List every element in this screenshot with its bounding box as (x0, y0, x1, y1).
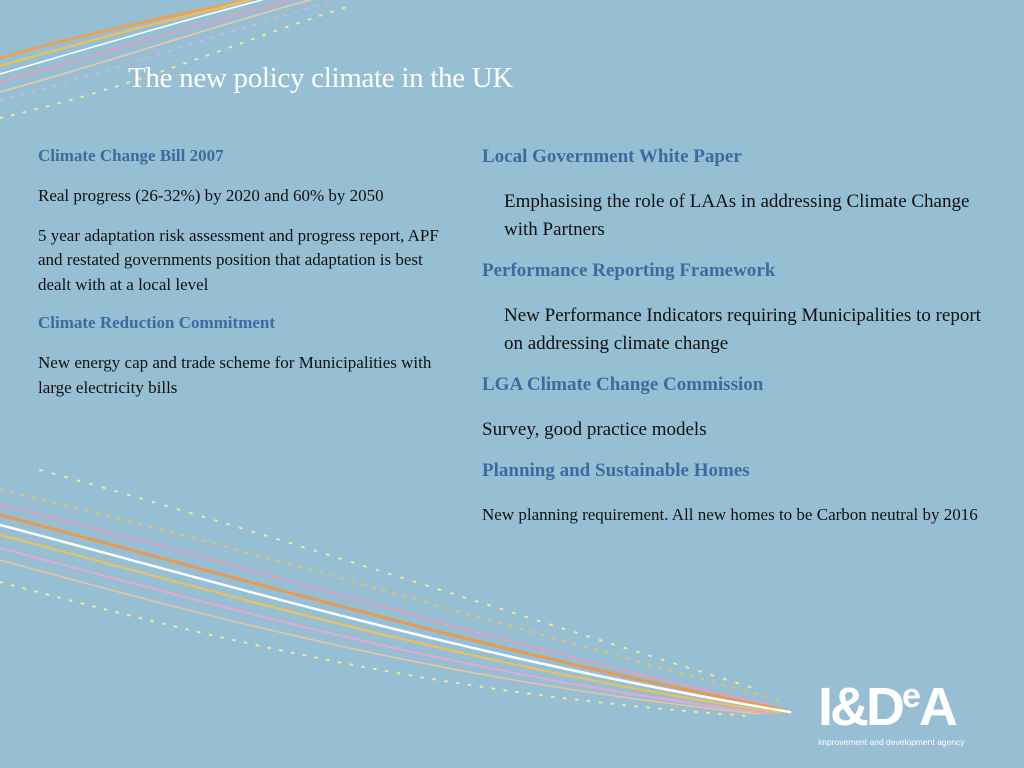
section-paragraph: 5 year adaptation risk assessment and progress report, APF and restated governments position that adaptation is best dealt with at a local level (38, 225, 439, 294)
section-heading-performance-reporting-framework: Performance Reporting Framework (482, 260, 776, 281)
section-paragraph: Real progress (26-32%) by 2020 and 60% by 2050 (38, 186, 384, 205)
logo-mark-main: I&D (818, 677, 902, 737)
section-heading-planning-sustainable-homes: Planning and Sustainable Homes (482, 460, 750, 481)
logo-tagline: improvement and development agency (818, 737, 965, 747)
section-heading-climate-change-bill: Climate Change Bill 2007 (38, 146, 224, 165)
section-heading-climate-reduction-commitment: Climate Reduction Commitment (38, 313, 276, 332)
section-heading-lga-climate-change-commission: LGA Climate Change Commission (482, 374, 764, 395)
section-paragraph: New planning requirement. All new homes to be Carbon neutral by 2016 (482, 505, 978, 524)
top-swoosh-lines (0, 0, 350, 118)
left-column (38, 145, 458, 415)
slide-title: The new policy climate in the UK (128, 62, 514, 94)
section-heading-local-government-white-paper: Local Government White Paper (482, 146, 742, 167)
section-paragraph: Emphasising the role of LAAs in addressing Climate Change with Partners (504, 191, 970, 240)
logo-mark-small: e (902, 677, 919, 715)
section-paragraph: New Performance Indicators requiring Municipalities to report on addressing climate change (504, 305, 981, 354)
idea-logo-icon (818, 668, 998, 747)
section-paragraph: Survey, good practice models (482, 419, 707, 440)
section-paragraph: New energy cap and trade scheme for Municipalities with large electricity bills (38, 353, 432, 397)
logo-mark-end: A (918, 677, 955, 737)
right-column (482, 145, 1002, 542)
logo-mark (818, 668, 998, 735)
